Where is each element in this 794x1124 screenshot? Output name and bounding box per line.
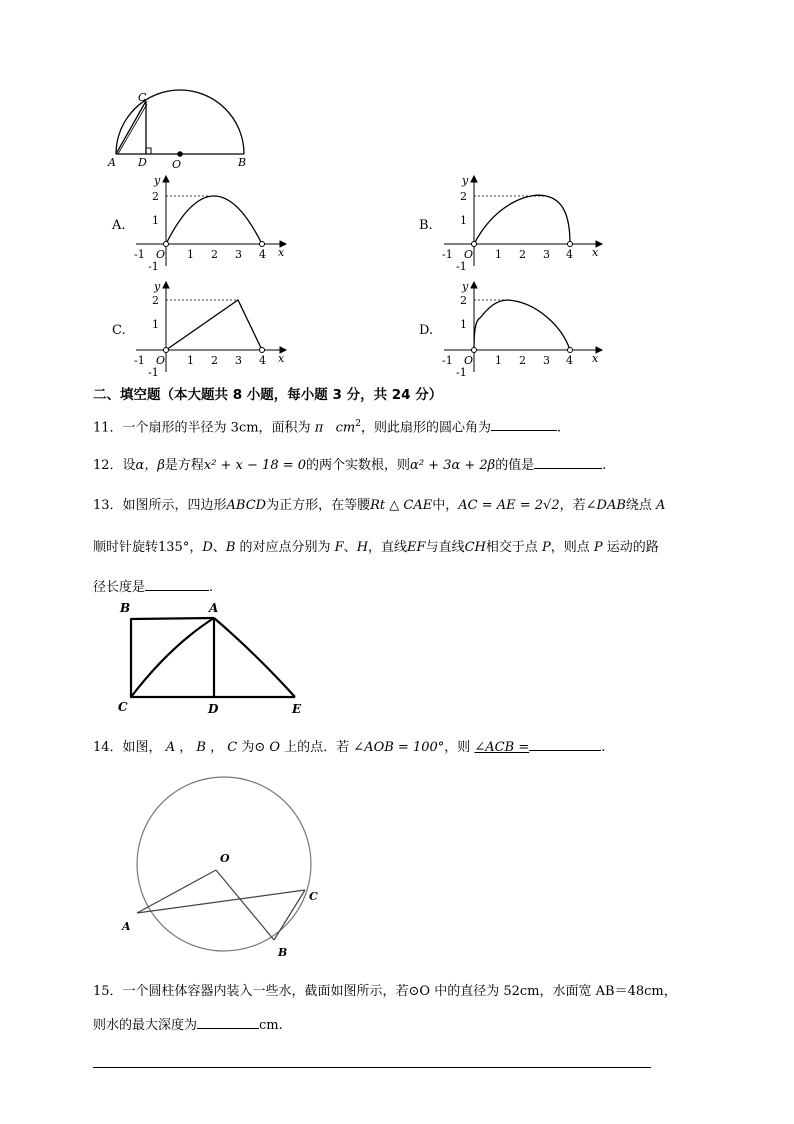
question-13-line2: 顺时针旋转135°，D、B 的对应点分别为 F、H，直线EF与直线CH相交于点 P，则点 P 运动的路 [93, 540, 659, 555]
label-b: B [120, 601, 131, 615]
tick-y-1: 1 [152, 318, 159, 331]
chord-ac [137, 890, 305, 913]
tick-x-3: 3 [543, 354, 550, 367]
axis-x-label: x [278, 246, 285, 259]
open-dot-origin [472, 348, 477, 353]
tick-y-2: 2 [460, 294, 467, 307]
tick-x-2: 2 [519, 248, 526, 261]
tick-y-neg1: -1 [456, 260, 467, 272]
answer-blank-12[interactable] [534, 456, 602, 469]
center-dot [177, 151, 183, 157]
axis-y-label: y [462, 174, 469, 187]
tick-y-neg1: -1 [148, 260, 159, 272]
tick-x-3: 3 [235, 354, 242, 367]
open-dot-x4 [260, 348, 265, 353]
chord-bc [274, 890, 305, 940]
tick-x-neg1: -1 [134, 248, 145, 261]
square-triangle-figure [110, 598, 310, 720]
open-dot-x4 [568, 242, 573, 247]
tick-x-1: 1 [495, 354, 502, 367]
label-c: C [118, 700, 128, 714]
curve-c [166, 300, 262, 350]
section-heading: 二、填空题（本大题共 8 小题，每小题 3 分，共 24 分） [93, 387, 443, 403]
label-o: O [172, 158, 182, 171]
label-a: A [209, 601, 219, 615]
tick-y-2: 2 [460, 190, 467, 203]
origin-label: O [156, 354, 166, 367]
tick-x-4: 4 [259, 354, 266, 367]
segment-ae [214, 618, 295, 697]
origin-label: O [464, 354, 474, 367]
tick-y-2: 2 [152, 190, 159, 203]
tick-x-neg1: -1 [134, 354, 145, 367]
tick-x-1: 1 [495, 248, 502, 261]
origin-label: O [156, 248, 166, 261]
square-abcd [131, 618, 214, 697]
open-dot-origin [164, 242, 169, 247]
open-dot-x4 [568, 348, 573, 353]
chord-ac [116, 101, 146, 154]
curve-a [166, 196, 262, 244]
tick-x-1: 1 [187, 354, 194, 367]
semicircle-figure [104, 88, 264, 174]
graph-option-d [436, 278, 606, 378]
origin-label: O [464, 248, 474, 261]
open-dot-x4 [260, 242, 265, 247]
option-b-label: B. [419, 218, 433, 233]
tick-x-2: 2 [211, 248, 218, 261]
tick-x-3: 3 [235, 248, 242, 261]
tick-x-4: 4 [566, 354, 573, 367]
graph-option-a [128, 172, 298, 272]
label-c: C [138, 91, 147, 104]
question-15-line1: 15．一个圆柱体容器内装入一些水，截面如图所示，若⊙O 中的直径为 52cm，水面宽 AB＝48cm， [93, 984, 677, 999]
axis-x-label: x [592, 246, 599, 259]
option-c-label: C. [112, 323, 126, 338]
tick-x-2: 2 [211, 354, 218, 367]
tick-x-1: 1 [187, 248, 194, 261]
right-angle-mark [146, 148, 151, 154]
curve-b [474, 195, 570, 244]
label-b: B [238, 156, 247, 169]
label-b: B [278, 946, 288, 959]
axis-y-label: y [462, 280, 469, 293]
answer-blank-11[interactable] [491, 418, 557, 431]
question-13-line3: 径长度是 . [93, 580, 214, 595]
label-o: O [220, 852, 230, 865]
label-a: A [122, 920, 131, 933]
tick-y-2: 2 [152, 294, 159, 307]
tick-x-neg1: -1 [442, 248, 453, 261]
radius-oa [137, 870, 216, 913]
graph-option-b [436, 172, 606, 272]
tick-y-1: 1 [152, 214, 159, 227]
curve-d [474, 300, 570, 350]
question-11: 11．一个扇形的半径为 3cm，面积为 π $cm^2$，则此扇形的圆心角为 . [93, 419, 562, 436]
question-12: 12．设α，β是方程x² + x − 18 = 0的两个实数根，则α² + 3α + 2β的值是 . [93, 458, 607, 473]
semicircle-arc [116, 90, 244, 154]
axis-x-label: x [278, 352, 285, 365]
axis-x-label: x [592, 352, 599, 365]
label-c: C [309, 890, 318, 903]
question-14: 14．如图， A ， B ， C 为⊙ O 上的点．若 ∠AOB = 100°，则 ∠ACB = . [93, 740, 606, 755]
answer-blank-13[interactable] [145, 578, 209, 591]
tick-y-neg1: -1 [456, 366, 467, 378]
circle-figure [112, 772, 332, 968]
answer-blank-15[interactable] [197, 1016, 259, 1029]
label-d: D [138, 156, 147, 169]
tick-x-4: 4 [566, 248, 573, 261]
answer-blank-14[interactable] [529, 738, 601, 751]
label-d: D [208, 702, 219, 716]
label-a: A [108, 156, 116, 169]
option-d-label: D. [419, 323, 434, 338]
question-13-line1: 13．如图所示，四边形ABCD为正方形，在等腰Rt △ CAE中，AC = AE = 2√2，若∠DAB绕点 A [93, 498, 666, 513]
axis-y-label: y [154, 174, 161, 187]
diagonal-ca [131, 618, 214, 697]
footer-rule [93, 1067, 651, 1068]
open-dot-origin [472, 242, 477, 247]
tick-y-1: 1 [460, 318, 467, 331]
tick-x-2: 2 [519, 354, 526, 367]
tick-x-4: 4 [259, 248, 266, 261]
tick-y-1: 1 [460, 214, 467, 227]
tick-y-neg1: -1 [148, 366, 159, 378]
option-a-label: A. [112, 218, 126, 233]
graph-option-c [128, 278, 298, 378]
question-15-line2: 则水的最大深度为 cm. [93, 1018, 283, 1033]
open-dot-origin [164, 348, 169, 353]
tick-x-3: 3 [543, 248, 550, 261]
radius-ob [216, 870, 274, 940]
tick-x-neg1: -1 [442, 354, 453, 367]
axis-y-label: y [154, 280, 161, 293]
label-e: E [292, 702, 302, 716]
